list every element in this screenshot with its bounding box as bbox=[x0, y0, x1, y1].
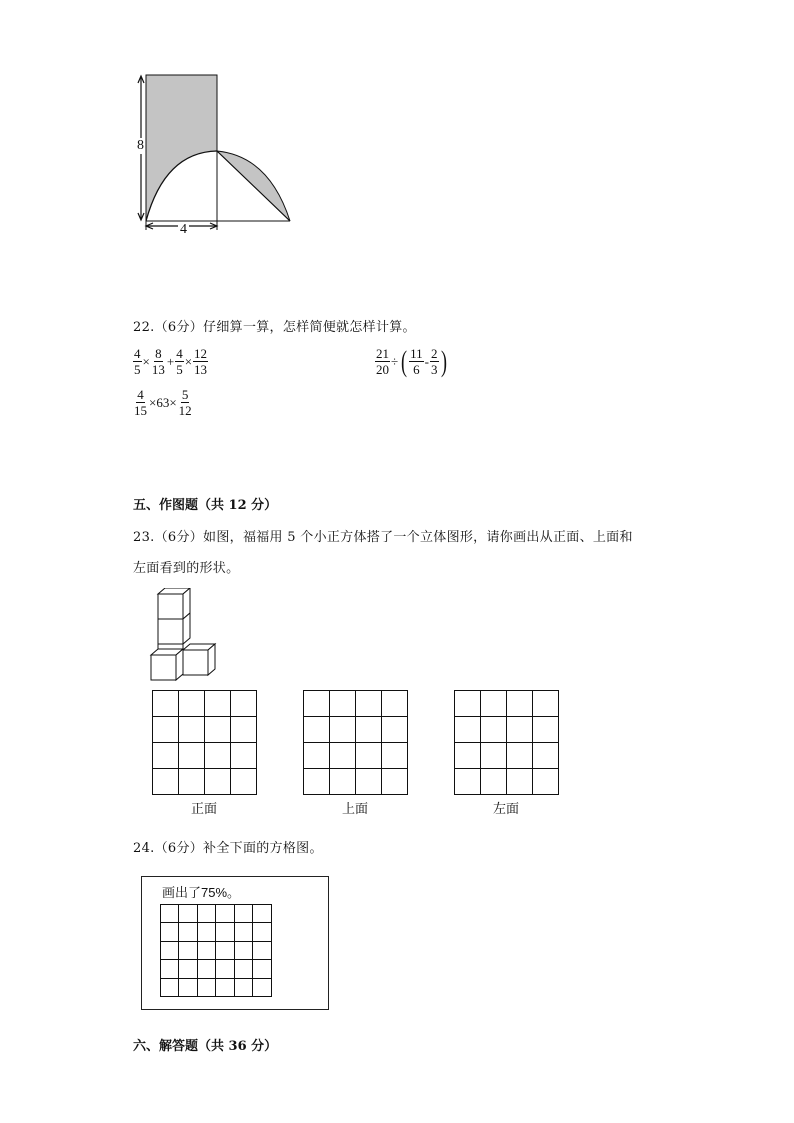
fraction: $\frac{8}{13}$ bbox=[151, 346, 165, 377]
q22-expression-1: $\frac{4}{5}$ × $\frac{8}{13}$ + $\frac{4}{5}$ × $\frac{12}{13}$ bbox=[134, 346, 208, 377]
fraction: $\frac{4}{15}$ bbox=[134, 387, 147, 418]
left-view-label: 左面 bbox=[492, 801, 519, 816]
fraction: $\frac{4}{5}$ bbox=[134, 346, 141, 377]
front-view-grid[interactable] bbox=[152, 690, 258, 796]
q24-text: 24.（6分）补全下面的方格图。 bbox=[133, 841, 323, 856]
fraction: $\frac{4}{5}$ bbox=[176, 346, 183, 377]
q24-box-title: 画出了75%。 bbox=[162, 885, 241, 900]
geometry-figure bbox=[128, 68, 298, 240]
q24-grid[interactable] bbox=[160, 904, 273, 998]
section-6-title: 六、解答题（共 36 分） bbox=[133, 1039, 278, 1054]
section-5-title: 五、作图题（共 12 分） bbox=[133, 498, 278, 513]
fraction: $\frac{11}{6}$ bbox=[410, 346, 423, 377]
q22-text: 22.（6分）仔细算一算，怎样简便就怎样计算。 bbox=[133, 320, 416, 335]
top-view-label: 上面 bbox=[341, 801, 368, 816]
height-label: 8 bbox=[137, 138, 144, 153]
fraction: $\frac{5}{12}$ bbox=[178, 387, 192, 418]
front-view-label: 正面 bbox=[190, 801, 217, 816]
fraction: $\frac{21}{20}$ bbox=[376, 346, 389, 377]
fraction: $\frac{2}{3}$ bbox=[431, 346, 438, 377]
q23-text-line1: 23.（6分）如图，福福用 5 个小正方体搭了一个立体图形，请你画出从正面、上面和 bbox=[133, 530, 633, 545]
q23-text-line2: 左面看到的形状。 bbox=[133, 561, 240, 576]
cube-stack-figure bbox=[146, 588, 222, 682]
left-view-grid[interactable] bbox=[454, 690, 560, 796]
width-label: 4 bbox=[180, 222, 187, 237]
q22-expression-2: $\frac{21}{20}$ ÷ ( $\frac{11}{6}$ - $\frac{2}{3}$ ) bbox=[376, 344, 447, 378]
top-view-grid[interactable] bbox=[303, 690, 409, 796]
fraction: $\frac{12}{13}$ bbox=[194, 346, 208, 377]
q22-expression-3: $\frac{4}{15}$ ×63× $\frac{5}{12}$ bbox=[134, 387, 192, 418]
